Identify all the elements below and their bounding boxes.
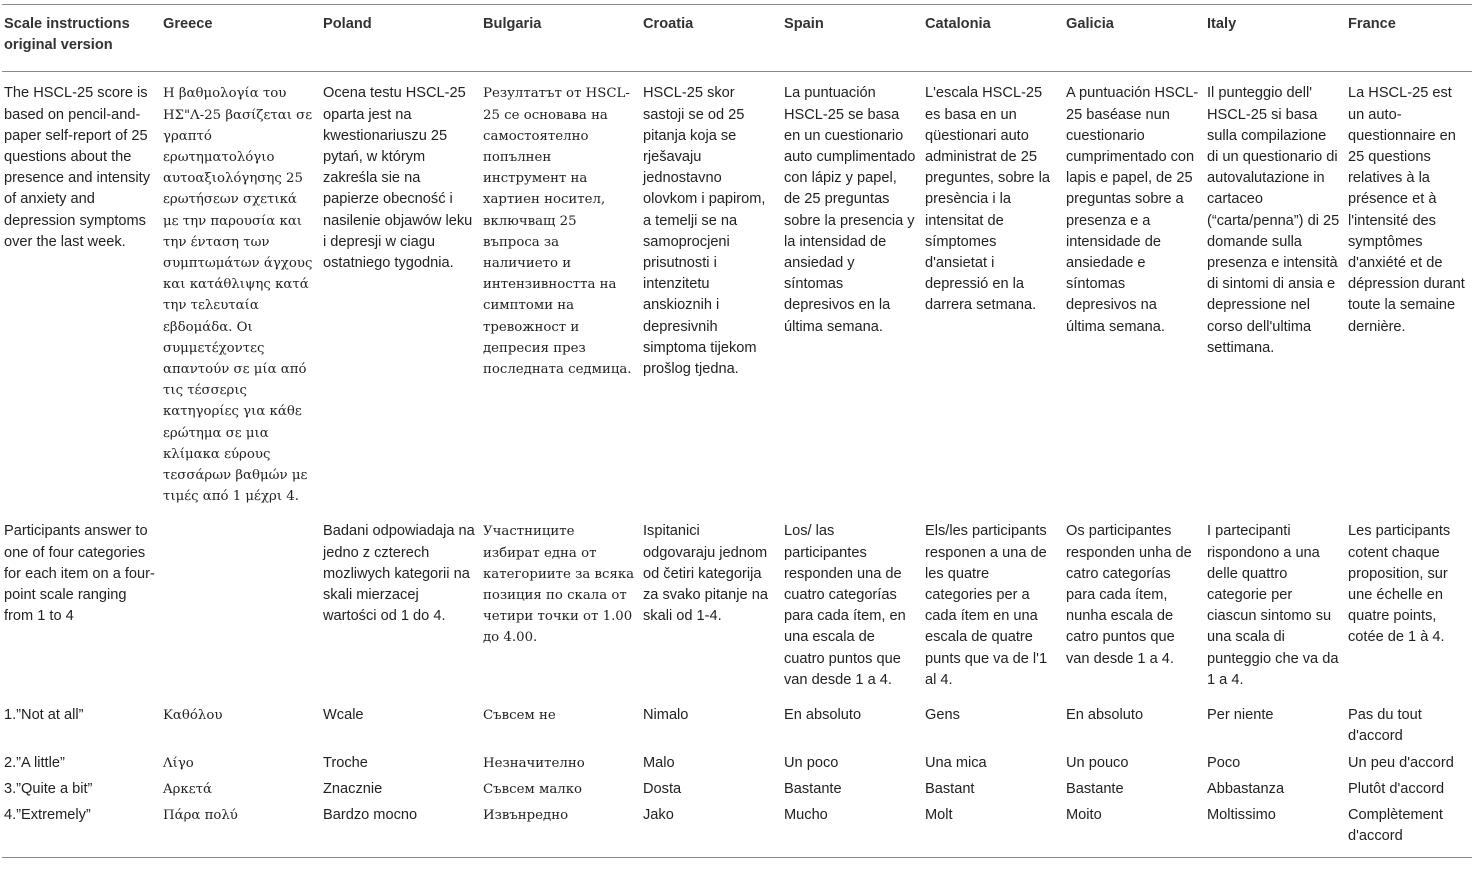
cell-italy: Poco [1207,754,1241,771]
cell-italy: Abbastanza [1207,780,1285,797]
cell-galicia: En absoluto [1066,707,1144,724]
table-row [2,696,1472,752]
cell-france: Un peu d'accord [1348,754,1454,771]
header-row [2,5,1472,72]
cell-original: 2.”A little” [4,754,65,771]
cell-original: 4.”Extremely” [4,806,91,823]
cell-croatia: HSCL-25 skor sastoji se od 25 pitanja koja se rješavaju jednostavno olovkom i papirom, a temelji se na samoprocjeni prisutnosti i intenzitetu anskioznih i depresivnih simptoma tijekom prošlog tjedna. [643,85,766,378]
cell-original: Participants answer to one of four categories for each item on a four-point scale ranging from 1 to 4 [4,523,155,625]
cell-original: 1.”Not at all” [4,707,84,724]
cell-greece: Η βαθμολογία του HΣ"Λ-25 βασίζεται σε γραπτό ερωτηματολόγιο αυτοαξιολόγησης 25 ερωτήσεων σχετικά με την παρουσία και την ένταση των συμπτωμάτων άγχους και κατάθλιψης κατά την τελευταία εβδομάδα. Οι συμμετέχοντες απαντούν σε μία από τις τέσσερις κατηγορίες για κάθε ερώτημα σε μια κλίμακα εύρους τεσσάρων βαθμών με τιμές από 1 μέχρι 4. [163,86,313,505]
cell-original: 3.”Quite a bit” [4,780,93,797]
cell-poland: Wcale [323,707,364,724]
cell-spain: La puntuación HSCL-25 se basa en un cuestionario auto cumplimentado con lápiz y papel, de 25 preguntas sobre la presencia y la intensidad de ansiedad y síntomas depresivos en la última semana. [784,85,916,335]
cell-greece [161,512,321,696]
cell-poland: Ocena testu HSCL-25 oparta jest na kwestionariuszu 25 pytań, w którym zakreśla sie na papierze obecność i nasilenie objawów leku i depresji w ciagu ostatniego tygodnia. [323,85,473,272]
cell-catalonia: Els/les participants responen a una de les quatre categories per a cada ítem en una escala de quatre punts que va de l'1 al 4. [925,523,1048,688]
cell-italy: Il punteggio dell' HSCL-25 si basa sulla compilazione di un questionario di autovalutazione in cartaceo (“carta/penna”) di 25 domande sulla presenza e intensità di sintomi di ansia e depressione nel corso dell'ultima settimana. [1207,85,1340,356]
header-spain: Spain [784,16,824,32]
cell-croatia: Dosta [643,780,682,797]
cell-france: La HSCL-25 est un auto-questionnaire en 25 questions relatives à la présence et à l'intensité des symptômes d'anxiété et de dépression durant toute la semaine dernière. [1348,85,1465,335]
cell-catalonia: L'escala HSCL-25 es basa en un qüestionari auto administrat de 25 preguntes, sobre la presència i la intensitat de símptomes d'ansietat i depressió en la darrera setmana. [925,85,1050,314]
header-italy: Italy [1207,16,1237,32]
cell-poland: Znacznie [323,780,383,797]
cell-poland: Troche [323,754,368,771]
cell-catalonia: Bastant [925,780,975,797]
cell-bulgaria: Съвсем малко [483,781,583,797]
cell-spain: Un poco [784,754,839,771]
cell-spain: Bastante [784,780,842,797]
header-poland: Poland [323,16,372,32]
cell-bulgaria: Участниците избират една от категориите за всяка позиция по скала от четири точки от 1.00 до 4.00. [483,524,635,646]
cell-france: Complètement d'accord [1348,806,1443,845]
cell-catalonia: Molt [925,806,953,823]
table-row [2,72,1472,513]
cell-france: Plutôt d'accord [1348,780,1445,797]
translation-table [2,4,1472,858]
cell-bulgaria: Незначително [483,755,585,771]
cell-catalonia: Gens [925,707,960,724]
header-original-version: Scale instructions original version [4,16,130,54]
cell-spain: Mucho [784,806,828,823]
cell-france: Pas du tout d'accord [1348,707,1422,745]
cell-italy: Per niente [1207,707,1274,724]
cell-galicia: A puntuación HSCL-25 baséase nun cuestionario cumprimentado con lapis e papel, de 25 preguntas sobre a presenza e a intensidade de ansiedade e síntomas depresivos na última semana. [1066,85,1199,335]
cell-france: Les participants cotent chaque proposition, sur une échelle en quatre points, cotée de 1 à 4. [1348,523,1451,646]
cell-croatia: Jako [643,806,674,823]
cell-croatia: Ispitanici odgovaraju jednom od četiri kategorija za svako pitanje na skali od 1-4. [643,523,768,625]
cell-bulgaria: Резултатът от HSCL-25 се основава на самостоятелно попълнен инструмент на хартиен носител, включващ 25 въпроса за наличието и интензивността на симптоми на тревожност и депресия през последната седмица. [483,86,632,378]
table-row [2,779,1472,805]
cell-spain: En absoluto [784,707,862,724]
cell-greece: Καθόλου [163,708,223,724]
cell-greece: Λίγο [163,755,194,771]
header-croatia: Croatia [643,16,694,32]
cell-spain: Los/ las participantes responden una de cuatro categorías para cada ítem, en una escala de cuatro puntos que van desde 1 a 4. [784,523,906,688]
cell-galicia: Un pouco [1066,754,1129,771]
cell-galicia: Moito [1066,806,1102,823]
header-france: France [1348,16,1396,32]
cell-poland: Bardzo mocno [323,806,418,823]
cell-italy: I partecipanti rispondono a una delle quattro categorie per ciascun sintomo su una scala di punteggio che va da 1 a 4. [1207,523,1339,688]
cell-croatia: Nimalo [643,707,689,724]
cell-bulgaria: Съвсем не [483,708,556,724]
cell-galicia: Os participantes responden unha de catro categorías para cada ítem, nunha escala de catro puntos que van desde 1 a 4. [1066,523,1192,667]
cell-catalonia: Una mica [925,754,987,771]
cell-croatia: Malo [643,754,675,771]
table-row [2,805,1472,858]
header-bulgaria: Bulgaria [483,16,542,32]
header-greece: Greece [163,16,213,32]
header-galicia: Galicia [1066,16,1114,32]
cell-bulgaria: Извънредно [483,807,569,823]
cell-original: The HSCL-25 score is based on pencil-and-paper self-report of 25 questions about the presence and intensity of anxiety and depression symptoms over the last week. [4,85,151,250]
cell-greece: Αρκετά [163,781,212,797]
cell-greece: Πάρα πολύ [163,807,238,823]
table-row [2,512,1472,696]
table-row [2,753,1472,779]
cell-italy: Moltissimo [1207,806,1276,823]
cell-poland: Badani odpowiadaja na jedno z czterech mozliwych kategorii na skali mierzacej wartości od 1 do 4. [323,523,475,625]
header-catalonia: Catalonia [925,16,991,32]
cell-galicia: Bastante [1066,780,1124,797]
